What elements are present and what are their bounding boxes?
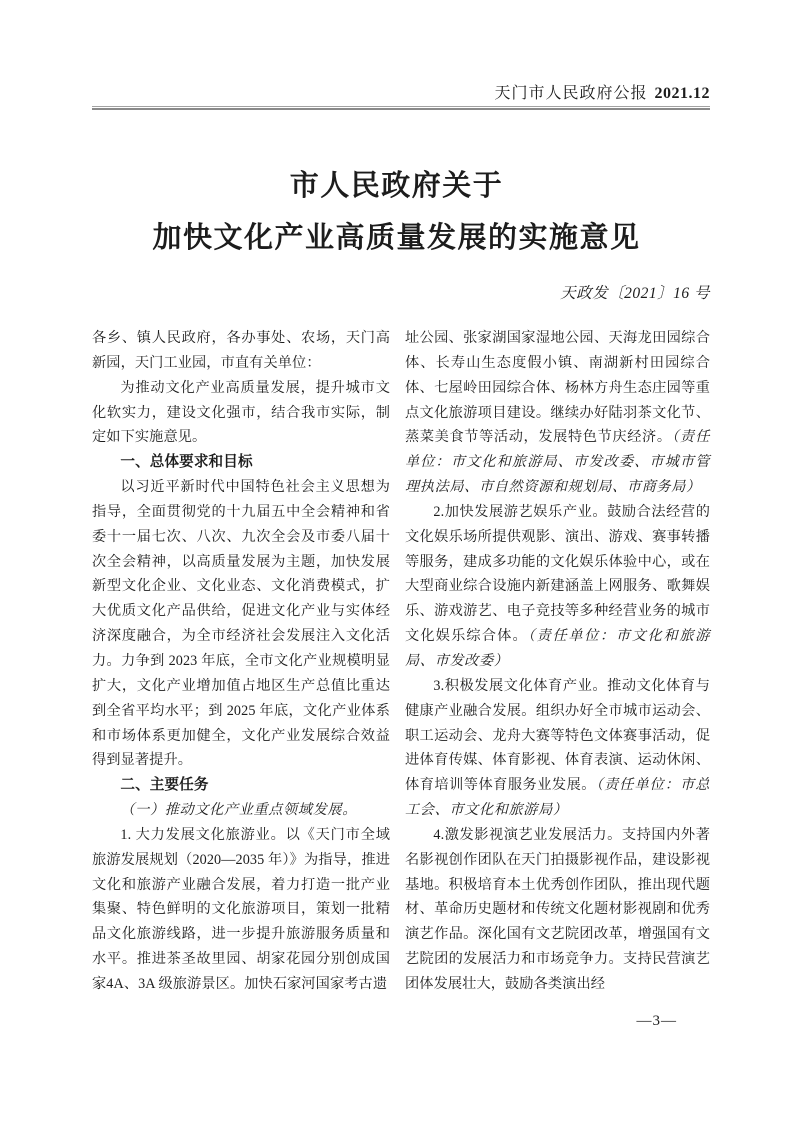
title-line-2: 加快文化产业高质量发展的实施意见 (152, 222, 641, 254)
paragraph (405, 823, 710, 997)
left-column (92, 326, 390, 997)
title-line-1: 市人民政府关于 (289, 170, 504, 202)
text-segment-normal: 址公园、张家湖国家湿地公园、天海龙田园综合体、长寿山生态度假小镇、南湖新村田园综合体、七屋岭田园综合体、杨林方舟生态庄园等重点文化旅游项目建设。继续办好陆羽茶文化节、蒸菜美食节等活动，发展特色节庆经济。 (405, 330, 710, 446)
paragraph (92, 798, 390, 823)
right-column (405, 326, 710, 997)
paragraph (405, 674, 710, 823)
paragraph (92, 376, 390, 451)
text-segment-normal: 1. 大力发展文化旅游业。以《天门市全域旅游发展规划（2020—2035 年）》为指导，推进文化和旅游产业融合发展，着力打造一批产业集聚、特色鲜明的文化旅游项目，策划一批精品文化旅游线路，进一步提升旅游服务质量和水平。推进茶圣故里园、胡家花园分别创成国家4A、3A 级旅游景区。加快石家河国家考古遗 (92, 826, 390, 992)
section-heading (92, 773, 390, 798)
text-segment-heading: 二、主要任务 (120, 777, 209, 794)
gazette-issue: 2021.12 (654, 85, 710, 102)
text-segment-normal: 4.激发影视演艺业发展活力。支持国内外著名影视创作团队在天门拍摄影视作品，建设影视基地。积极培育本土优秀创作团队，推出现代题材、革命历史题材和传统文化题材影视剧和优秀演艺作品。深化国有文艺院团改革，增强国有文艺院团的发展活力和市场竞争力。支持民营演艺团体发展壮大，鼓励各类演出经 (405, 826, 710, 992)
text-segment-heading: 一、总体要求和目标 (120, 454, 253, 471)
doc-number: 天政发〔2021〕16 号 (560, 285, 710, 302)
text-segment-kai: （一）推动文化产业重点领域发展。 (120, 802, 357, 819)
text-segment-kai: （责任单位：市总工会、市文化和旅游局） (405, 777, 711, 819)
paragraph (92, 475, 390, 773)
page-header (92, 80, 710, 103)
body-columns (92, 326, 710, 997)
text-segment-kai: （责任单位：市文化和旅游局、市发改委） (405, 628, 710, 669)
paragraph (405, 326, 710, 500)
gazette-title: 天门市人民政府公报 (494, 85, 648, 102)
text-segment-kai: （责任单位：市文化和旅游局、市发改委、市城市管理执法局、市自然资源和规划局、市商务局） (405, 429, 710, 496)
section-heading (92, 450, 390, 475)
paragraph (92, 823, 390, 997)
paragraph (92, 326, 390, 376)
text-segment-normal: 2.加快发展游艺娱乐产业。鼓励合法经营的文化娱乐场所提供观影、演出、游戏、赛事转播等服务，建成多功能的文化娱乐体验中心，或在大型商业综合设施内新建涵盖上网服务、歌舞娱乐、游戏游艺、电子竞技等多种经营业务的城市文化娱乐综合体。 (405, 503, 710, 645)
text-segment-normal: 为推动文化产业高质量发展，提升城市文化软实力，建设文化强市，结合我市实际，制定如下实施意见。 (92, 379, 390, 446)
header-rule (92, 106, 710, 107)
paragraph (405, 500, 710, 674)
document-title (0, 160, 793, 264)
text-segment-normal: 3.积极发展文化体育产业。推动文化体育与健康产业融合发展。组织办好全市城市运动会、职工运动会、龙舟大赛等特色文体赛事活动，促进体育传媒、体育影视、体育表演、运动休闲、体育培训等体育服务业发展。 (405, 677, 710, 794)
text-segment-normal: 以习近平新时代中国特色社会主义思想为指导，全面贯彻党的十九届五中全会精神和省委十一届七次、八次、九次全会及市委八届十次全会精神，以高质量发展为主题，加快发展新型文化企业、文化业态、文化消费模式，扩大优质文化产品供给，促进文化产业与实体经济深度融合，为全市经济社会发展注入文化活力。力争到 2023 年底，全市文化产业规模明显扩大，文化产业增加值占地区生产总值比重达到全省平均水平；到 2025 年底，文化产业体系和市场体系更加健全，文化产业发展综合效益得到显著提升。 (92, 479, 390, 769)
text-segment-normal: 各乡、镇人民政府，各办事处、农场，天门高新园，天门工业园，市直有关单位： (92, 330, 390, 371)
page-number: —3— (636, 1013, 677, 1029)
